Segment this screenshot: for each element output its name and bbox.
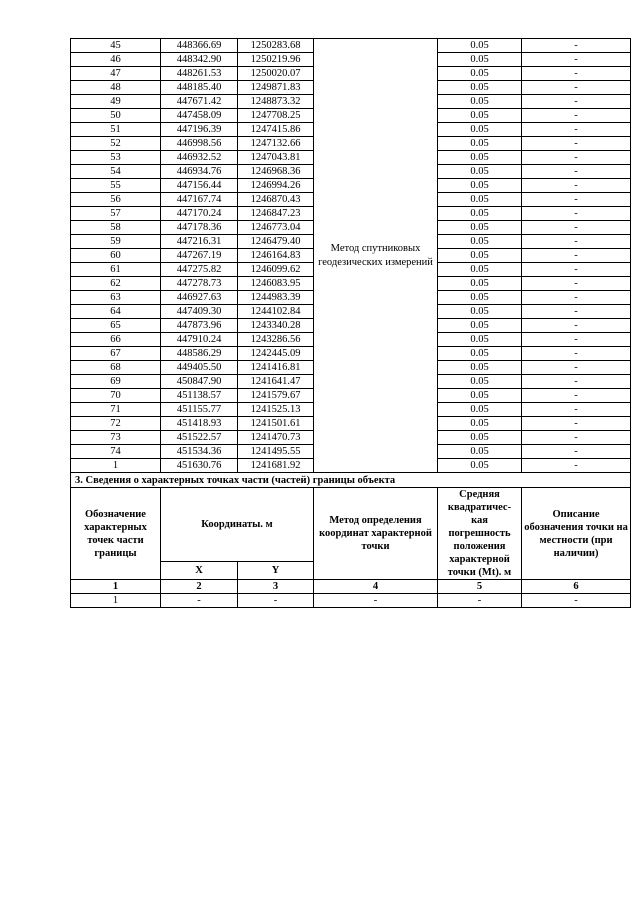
description-cell: - [522, 361, 631, 375]
table-row [71, 594, 631, 608]
coord-x: 448185.40 [161, 81, 238, 95]
point-number: 57 [71, 207, 161, 221]
accuracy-cell: 0.05 [438, 193, 522, 207]
coordinates-table [70, 38, 631, 473]
section-3-title: 3. Сведения о характерных точках части (частей) границы объекта [71, 473, 631, 488]
section-3-title-row [71, 473, 631, 488]
description-cell: - [522, 333, 631, 347]
coord-x: 447170.24 [161, 207, 238, 221]
coord-y: 1246994.26 [238, 179, 314, 193]
accuracy-cell: 0.05 [438, 291, 522, 305]
coord-x: 449405.50 [161, 361, 238, 375]
point-number: 61 [71, 263, 161, 277]
method-cell: - [314, 594, 438, 608]
accuracy-cell: 0.05 [438, 417, 522, 431]
accuracy-cell: 0.05 [438, 431, 522, 445]
coord-y: 1246773.04 [238, 221, 314, 235]
point-number: 54 [71, 165, 161, 179]
coord-x: 448261.53 [161, 67, 238, 81]
accuracy-cell: 0.05 [438, 277, 522, 291]
accuracy-cell: 0.05 [438, 263, 522, 277]
coord-y: 1241470.73 [238, 431, 314, 445]
coord-x: 451138.57 [161, 389, 238, 403]
coord-x: 447409.30 [161, 305, 238, 319]
accuracy-cell: 0.05 [438, 389, 522, 403]
point-number: 71 [71, 403, 161, 417]
description-cell: - [522, 319, 631, 333]
coord-y: 1246870.43 [238, 193, 314, 207]
accuracy-cell: 0.05 [438, 375, 522, 389]
accuracy-cell: 0.05 [438, 347, 522, 361]
accuracy-cell: 0.05 [438, 123, 522, 137]
coord-y: 1242445.09 [238, 347, 314, 361]
description-cell: - [522, 221, 631, 235]
accuracy-cell: 0.05 [438, 81, 522, 95]
accuracy-cell: 0.05 [438, 319, 522, 333]
coord-y: 1247132.66 [238, 137, 314, 151]
accuracy-cell: 0.05 [438, 249, 522, 263]
coord-x: 446927.63 [161, 291, 238, 305]
accuracy-cell: 0.05 [438, 305, 522, 319]
point-number: 49 [71, 95, 161, 109]
coord-x: 447458.09 [161, 109, 238, 123]
description-cell: - [522, 193, 631, 207]
point-number: 62 [71, 277, 161, 291]
coord-x: - [161, 594, 238, 608]
point-number: 55 [71, 179, 161, 193]
point-number: 53 [71, 151, 161, 165]
coord-y: 1241495.55 [238, 445, 314, 459]
coord-x: 451630.76 [161, 459, 238, 473]
accuracy-cell: 0.05 [438, 53, 522, 67]
point-number: 72 [71, 417, 161, 431]
coord-y: 1246099.62 [238, 263, 314, 277]
coord-y: 1244983.39 [238, 291, 314, 305]
coord-x: 447671.42 [161, 95, 238, 109]
point-number: 1 [71, 459, 161, 473]
header-x: X [161, 561, 238, 579]
accuracy-cell: 0.05 [438, 109, 522, 123]
point-number: 50 [71, 109, 161, 123]
accuracy-cell: 0.05 [438, 333, 522, 347]
description-cell: - [522, 67, 631, 81]
point-number: 60 [71, 249, 161, 263]
coord-y: 1247043.81 [238, 151, 314, 165]
description-cell: - [522, 375, 631, 389]
coord-x: 446932.52 [161, 151, 238, 165]
coord-x: 447216.31 [161, 235, 238, 249]
description-cell: - [522, 207, 631, 221]
description-cell: - [522, 39, 631, 53]
coord-y: 1246847.23 [238, 207, 314, 221]
coord-y: 1244102.84 [238, 305, 314, 319]
column-number: 1 [71, 580, 161, 594]
description-cell: - [522, 347, 631, 361]
description-cell: - [522, 137, 631, 151]
accuracy-cell: 0.05 [438, 459, 522, 473]
coord-x: 451418.93 [161, 417, 238, 431]
header-coordinates: Координаты. м [161, 488, 314, 562]
coord-y: 1246083.95 [238, 277, 314, 291]
description-cell: - [522, 165, 631, 179]
header-method: Метод определения координат характерной точки [314, 488, 438, 580]
description-cell: - [522, 459, 631, 473]
header-description: Описание обозначения точки на местности (при наличии) [522, 488, 631, 580]
description-cell: - [522, 53, 631, 67]
point-number: 47 [71, 67, 161, 81]
description-cell: - [522, 277, 631, 291]
coordinates-table-body [71, 39, 631, 473]
accuracy-cell: 0.05 [438, 137, 522, 151]
point-number: 66 [71, 333, 161, 347]
coord-y: 1241641.47 [238, 375, 314, 389]
accuracy-cell: 0.05 [438, 361, 522, 375]
coord-y: 1243340.28 [238, 319, 314, 333]
point-number: 46 [71, 53, 161, 67]
coord-x: 447267.19 [161, 249, 238, 263]
point-number: 70 [71, 389, 161, 403]
description-cell: - [522, 305, 631, 319]
coord-x: 448586.29 [161, 347, 238, 361]
header-y: Y [238, 561, 314, 579]
point-number: 52 [71, 137, 161, 151]
accuracy-cell: 0.05 [438, 445, 522, 459]
coord-x: 450847.90 [161, 375, 238, 389]
column-number-row [71, 580, 631, 594]
point-number: 51 [71, 123, 161, 137]
coord-y: 1248873.32 [238, 95, 314, 109]
coord-x: 447910.24 [161, 333, 238, 347]
coord-x: 446998.56 [161, 137, 238, 151]
description-cell: - [522, 417, 631, 431]
description-cell: - [522, 179, 631, 193]
point-number: 69 [71, 375, 161, 389]
column-number: 6 [522, 580, 631, 594]
description-cell: - [522, 235, 631, 249]
table-row [71, 39, 631, 53]
point-number: 56 [71, 193, 161, 207]
description-cell: - [522, 81, 631, 95]
coord-x: 448342.90 [161, 53, 238, 67]
coord-y: 1241525.13 [238, 403, 314, 417]
description-cell: - [522, 95, 631, 109]
point-number: 1 [71, 594, 161, 608]
accuracy-cell: 0.05 [438, 39, 522, 53]
description-cell: - [522, 291, 631, 305]
boundary-parts-table [70, 472, 631, 608]
point-number: 58 [71, 221, 161, 235]
accuracy-cell: 0.05 [438, 235, 522, 249]
coord-x: 451155.77 [161, 403, 238, 417]
description-cell: - [522, 445, 631, 459]
coord-x: 447873.96 [161, 319, 238, 333]
coord-y: 1241501.61 [238, 417, 314, 431]
accuracy-cell: 0.05 [438, 165, 522, 179]
point-number: 67 [71, 347, 161, 361]
description-cell: - [522, 389, 631, 403]
header-accuracy: Средняя квадратичес-кая погрешность положения характерной точки (Mt). м [438, 488, 522, 580]
point-number: 64 [71, 305, 161, 319]
coord-x: 447196.39 [161, 123, 238, 137]
description-cell: - [522, 151, 631, 165]
column-number: 4 [314, 580, 438, 594]
coord-y: 1246479.40 [238, 235, 314, 249]
coord-y: 1249871.83 [238, 81, 314, 95]
accuracy-cell: 0.05 [438, 179, 522, 193]
description-cell: - [522, 249, 631, 263]
column-number: 2 [161, 580, 238, 594]
coord-x: 446934.76 [161, 165, 238, 179]
description-cell: - [522, 123, 631, 137]
coord-x: 447275.82 [161, 263, 238, 277]
coord-x: 447156.44 [161, 179, 238, 193]
coord-y: 1250020.07 [238, 67, 314, 81]
column-number: 3 [238, 580, 314, 594]
coord-y: 1241416.81 [238, 361, 314, 375]
coord-x: 448366.69 [161, 39, 238, 53]
accuracy-cell: 0.05 [438, 67, 522, 81]
description-cell: - [522, 431, 631, 445]
coord-y: 1241681.92 [238, 459, 314, 473]
coord-x: 447178.36 [161, 221, 238, 235]
coord-x: 447278.73 [161, 277, 238, 291]
accuracy-cell: 0.05 [438, 207, 522, 221]
description-cell: - [522, 263, 631, 277]
coord-y: 1247708.25 [238, 109, 314, 123]
accuracy-cell: 0.05 [438, 95, 522, 109]
accuracy-cell: - [438, 594, 522, 608]
coord-y: 1241579.67 [238, 389, 314, 403]
description-cell: - [522, 403, 631, 417]
point-number: 73 [71, 431, 161, 445]
coord-y: 1246968.36 [238, 165, 314, 179]
description-cell: - [522, 109, 631, 123]
description-cell: - [522, 594, 631, 608]
column-number: 5 [438, 580, 522, 594]
coord-x: 451534.36 [161, 445, 238, 459]
accuracy-cell: 0.05 [438, 221, 522, 235]
coord-y: 1250219.96 [238, 53, 314, 67]
coord-y: 1246164.83 [238, 249, 314, 263]
point-number: 74 [71, 445, 161, 459]
header-designation: Обозначение характерных точек части границы [71, 488, 161, 580]
coord-y: - [238, 594, 314, 608]
coord-y: 1247415.86 [238, 123, 314, 137]
point-number: 68 [71, 361, 161, 375]
point-number: 65 [71, 319, 161, 333]
point-number: 48 [71, 81, 161, 95]
document-sheet [70, 38, 630, 608]
point-number: 45 [71, 39, 161, 53]
coord-x: 447167.74 [161, 193, 238, 207]
header-row [71, 488, 631, 562]
method-cell: Метод спутниковых геодезических измерений [314, 39, 438, 473]
coord-y: 1250283.68 [238, 39, 314, 53]
accuracy-cell: 0.05 [438, 151, 522, 165]
point-number: 59 [71, 235, 161, 249]
accuracy-cell: 0.05 [438, 403, 522, 417]
point-number: 63 [71, 291, 161, 305]
coord-x: 451522.57 [161, 431, 238, 445]
coord-y: 1243286.56 [238, 333, 314, 347]
